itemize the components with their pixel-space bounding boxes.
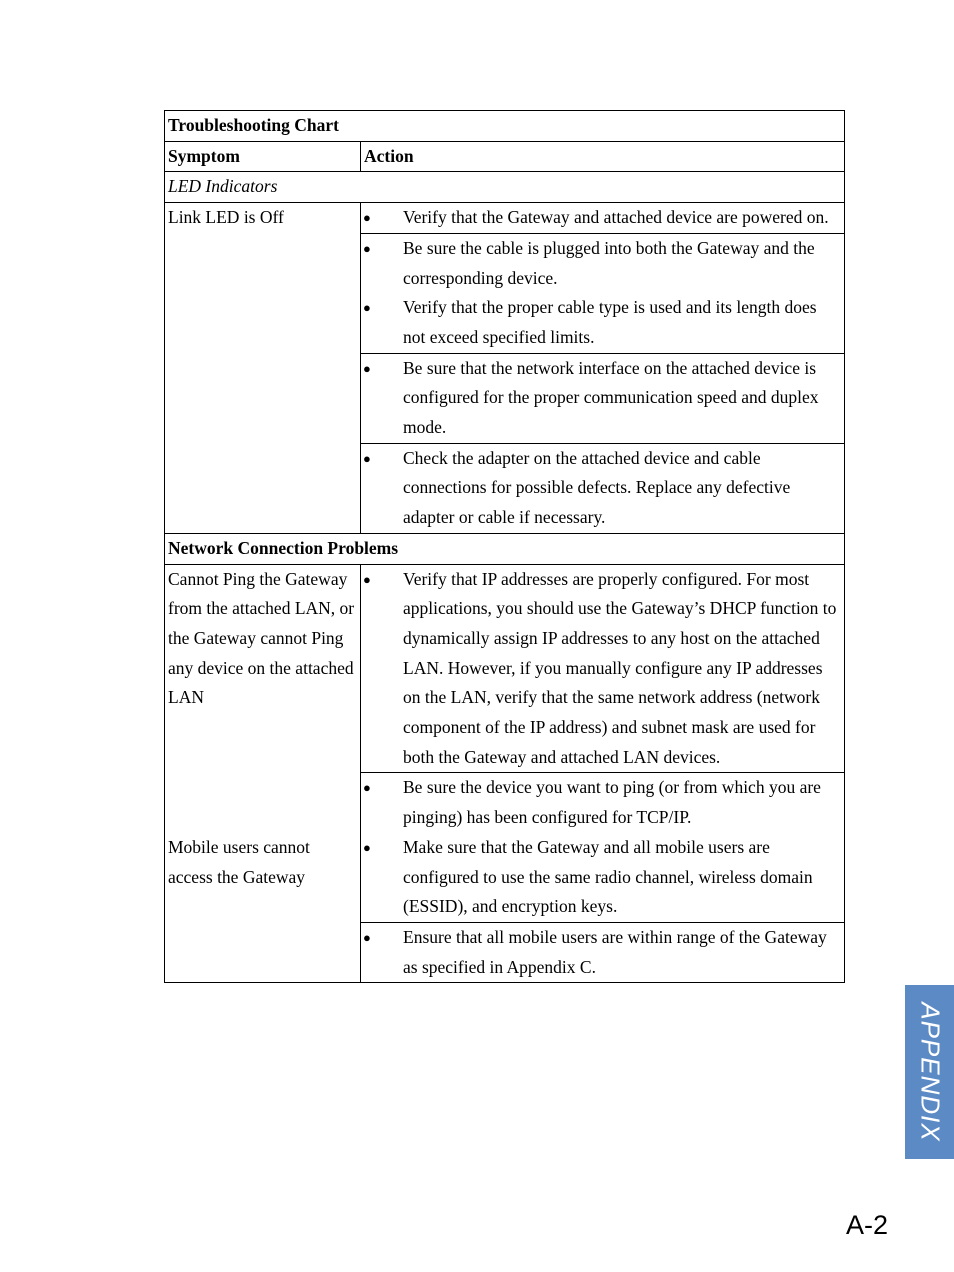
bullet-icon: ● [363, 839, 371, 855]
action-text: Check the adapter on the attached device and cable connections for possible defects. Replace any defective adapter or cable if necessary. [403, 447, 791, 528]
action-item [361, 773, 845, 833]
bullet-icon: ● [363, 450, 371, 466]
page-number: A-2 [846, 1210, 889, 1240]
action-item [361, 293, 845, 353]
bullet-icon: ● [363, 210, 371, 226]
header-symptom: Symptom [165, 141, 361, 172]
bullet-icon: ● [363, 929, 371, 945]
bullet-icon: ● [363, 780, 371, 796]
action-text: Be sure the device you want to ping (or from which you are pinging) has been configured for TCP/IP. [403, 777, 821, 828]
action-text: Ensure that all mobile users are within range of the Gateway as specified in Appendix C. [403, 926, 827, 977]
appendix-tab-label: APPENDIX [915, 1002, 945, 1142]
symptom-cannot-ping: Cannot Ping the Gateway from the attached LAN, or the Gateway cannot Ping any device on the attached LAN [165, 564, 361, 833]
action-item [361, 443, 845, 533]
action-item [361, 564, 845, 773]
symptom-link-led-off: Link LED is Off [165, 203, 361, 534]
appendix-side-tab [905, 985, 954, 1159]
action-text: Be sure that the network interface on the attached device is configured for the proper communication speed and duplex mode. [403, 357, 819, 438]
action-text: Verify that the Gateway and attached device are powered on. [403, 207, 829, 228]
action-item [361, 233, 845, 293]
section-led-indicators: LED Indicators [165, 172, 845, 203]
bullet-icon: ● [363, 240, 371, 256]
bullet-icon: ● [363, 360, 371, 376]
action-item [361, 922, 845, 982]
action-item [361, 353, 845, 443]
action-text: Verify that the proper cable type is used and its length does not exceed specified limits. [403, 297, 817, 347]
bullet-icon: ● [363, 300, 371, 316]
table-title: Troubleshooting Chart [165, 111, 845, 142]
action-text: Verify that IP addresses are properly configured. For most applications, you should use the Gateway’s DHCP function to dynamically assign IP addresses to any host on the attached LAN. However, if you manually configure any IP addresses on the LAN, verify that the same network address (network component of the IP address) and subnet mask are used for both the Gateway and attached LAN devices. [403, 568, 837, 767]
section-network-connection: Network Connection Problems [165, 533, 845, 564]
action-item [361, 203, 845, 234]
action-text: Make sure that the Gateway and all mobile users are configured to use the same radio channel, wireless domain (ESSID), and encryption keys. [403, 836, 813, 917]
bullet-icon: ● [363, 571, 371, 587]
action-text: Be sure the cable is plugged into both the Gateway and the corresponding device. [403, 237, 815, 288]
action-item [361, 833, 845, 923]
symptom-mobile-users: Mobile users cannot access the Gateway [165, 833, 361, 983]
troubleshooting-table [164, 110, 845, 983]
header-action: Action [361, 141, 845, 172]
